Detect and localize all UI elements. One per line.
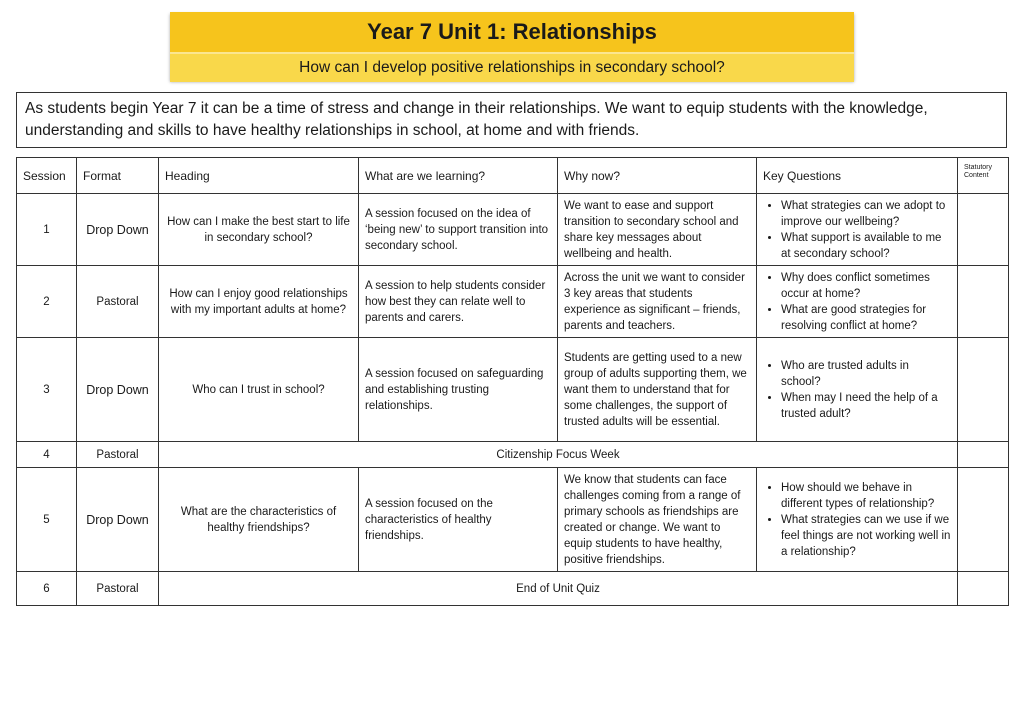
col-header-key-questions: Key Questions <box>757 158 958 194</box>
table-row <box>17 442 1009 468</box>
session-format: Drop Down <box>77 468 159 572</box>
statutory-cell <box>958 468 1009 572</box>
session-heading: What are the characteristics of healthy friendships? <box>159 468 359 572</box>
key-question: • What support is available to me at secondary school? <box>781 230 951 262</box>
title-banner <box>170 12 854 80</box>
key-question: • How should we behave in different types of relationship? <box>781 480 951 512</box>
col-header-learning: What are we learning? <box>359 158 558 194</box>
key-question: • Why does conflict sometimes occur at home? <box>781 270 951 302</box>
session-number: 5 <box>17 468 77 572</box>
col-header-why-now: Why now? <box>558 158 757 194</box>
table-row <box>17 266 1009 338</box>
table-row <box>17 194 1009 266</box>
key-question: • Who are trusted adults in school? <box>781 358 951 390</box>
page-title: Year 7 Unit 1: Relationships <box>367 19 657 44</box>
session-format: Drop Down <box>77 194 159 266</box>
statutory-cell <box>958 338 1009 442</box>
intro-text: As students begin Year 7 it can be a time of stress and change in their relationships. We want to equip students with the knowledge, understanding and skills to have healthy relationships in school, at home and with friends. <box>16 92 1007 148</box>
session-span-text: End of Unit Quiz <box>159 572 958 606</box>
session-why-now: We know that students can face challenges coming from a range of primary schools as friendships are created or change. We want to equip students to have healthy, positive friendships. <box>558 468 757 572</box>
session-format: Pastoral <box>77 266 159 338</box>
key-question: • What strategies can we adopt to improve our wellbeing? <box>781 198 951 230</box>
table-header-row <box>17 158 1009 194</box>
session-heading: How can I enjoy good relationships with my important adults at home? <box>159 266 359 338</box>
col-header-statutory: Statutory Content <box>958 158 1009 194</box>
session-why-now: Students are getting used to a new group of adults supporting them, we want them to understand that for some challenges, the support of trusted adults will be essential. <box>558 338 757 442</box>
statutory-cell <box>958 194 1009 266</box>
session-number: 3 <box>17 338 77 442</box>
col-header-heading: Heading <box>159 158 359 194</box>
col-header-format: Format <box>77 158 159 194</box>
session-key-questions <box>757 468 958 572</box>
session-learning: A session to help students consider how best they can relate well to parents and carers. <box>359 266 558 338</box>
session-number: 4 <box>17 442 77 468</box>
session-number: 6 <box>17 572 77 606</box>
session-format: Pastoral <box>77 442 159 468</box>
statutory-cell <box>958 266 1009 338</box>
page-subtitle: How can I develop positive relationships in secondary school? <box>170 52 854 82</box>
session-why-now: Across the unit we want to consider 3 key areas that students experience as significant – friends, parents and teachers. <box>558 266 757 338</box>
statutory-cell <box>958 572 1009 606</box>
col-header-session: Session <box>17 158 77 194</box>
session-key-questions <box>757 266 958 338</box>
session-number: 2 <box>17 266 77 338</box>
session-learning: A session focused on the characteristics of healthy friendships. <box>359 468 558 572</box>
table-row <box>17 338 1009 442</box>
key-question: • What strategies can we use if we feel things are not working well in a relationship? <box>781 512 951 560</box>
session-heading: Who can I trust in school? <box>159 338 359 442</box>
statutory-cell <box>958 442 1009 468</box>
session-span-text: Citizenship Focus Week <box>159 442 958 468</box>
session-learning: A session focused on safeguarding and establishing trusting relationships. <box>359 338 558 442</box>
session-key-questions <box>757 338 958 442</box>
table-row <box>17 468 1009 572</box>
session-heading: How can I make the best start to life in secondary school? <box>159 194 359 266</box>
session-learning: A session focused on the idea of ‘being new’ to support transition into secondary school. <box>359 194 558 266</box>
key-question: • When may I need the help of a trusted adult? <box>781 390 951 422</box>
session-why-now: We want to ease and support transition to secondary school and share key messages about wellbeing and health. <box>558 194 757 266</box>
session-number: 1 <box>17 194 77 266</box>
session-key-questions <box>757 194 958 266</box>
session-table <box>16 157 1009 606</box>
session-format: Pastoral <box>77 572 159 606</box>
key-question: • What are good strategies for resolving conflict at home? <box>781 302 951 334</box>
session-format: Drop Down <box>77 338 159 442</box>
table-row <box>17 572 1009 606</box>
